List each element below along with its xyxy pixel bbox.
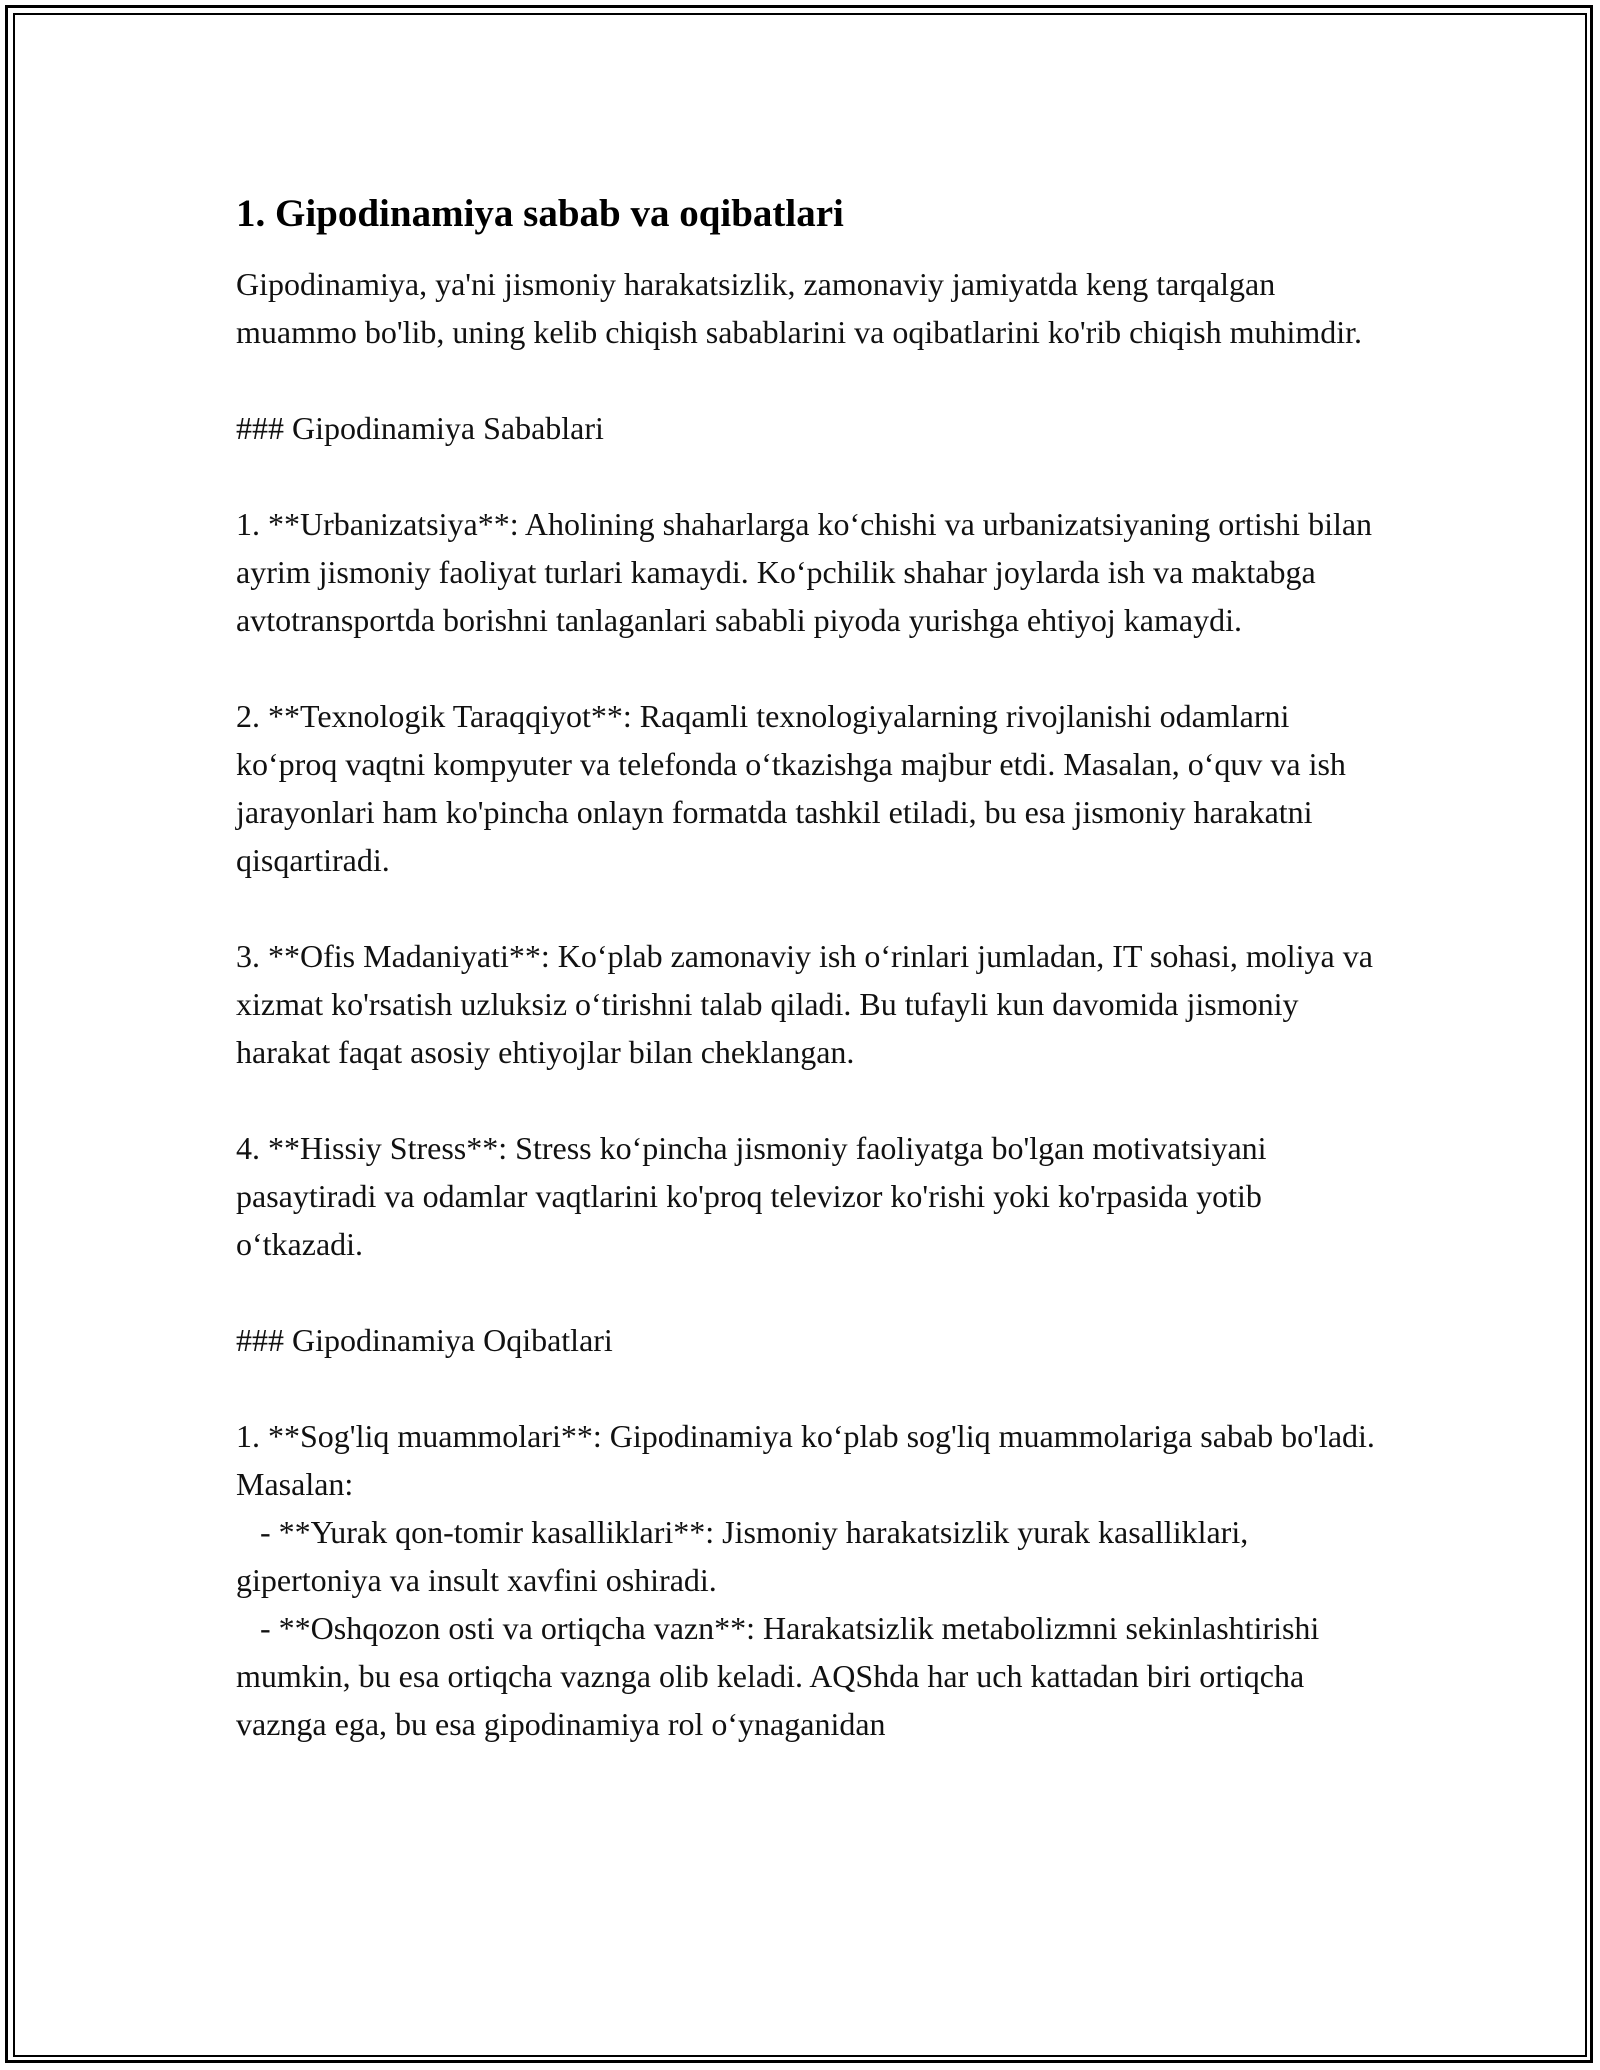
document-body bbox=[236, 186, 1376, 1748]
document-title: 1. Gipodinamiya sabab va oqibatlari bbox=[236, 192, 844, 235]
section-heading-consequences: ### Gipodinamiya Oqibatlari bbox=[236, 1322, 613, 1358]
section-heading-causes: ### Gipodinamiya Sabablari bbox=[236, 410, 604, 446]
cause-item-2: 2. **Texnologik Taraqqiyot**: Raqamli texnologiyalarning rivojlanishi odamlarni ko‘proq vaqtni kompyuter va telefonda o‘tkazishga majbur etdi. Masalan, o‘quv va ish jarayonlari ham ko'pincha onlayn formatda tashkil etiladi, bu esa jismoniy harakatni qisqartiradi. bbox=[236, 698, 1346, 878]
cause-item-4: 4. **Hissiy Stress**: Stress ko‘pincha jismoniy faoliyatga bo'lgan motivatsiyani pasaytiradi va odamlar vaqtlarini ko'proq televizor ko'rishi yoki ko'rpasida yotib o‘tkazadi. bbox=[236, 1130, 1267, 1262]
consequence-subitem-2: - **Oshqozon osti va ortiqcha vazn**: Harakatsizlik metabolizmni sekinlashtirishi mumkin, bu esa ortiqcha vaznga olib keladi. AQShda har uch kattadan biri ortiqcha vaznga ega, bu esa gipodinamiya rol o‘ynaganidan bbox=[236, 1610, 1328, 1742]
intro-paragraph: Gipodinamiya, ya'ni jismoniy harakatsizlik, zamonaviy jamiyatda keng tarqalgan muammo bo'lib, uning kelib chiqish sabablarini va oqibatlarini ko'rib chiqish muhimdir. bbox=[236, 266, 1363, 350]
cause-item-3: 3. **Ofis Madaniyati**: Ko‘plab zamonaviy ish o‘rinlari jumladan, IT sohasi, moliya va xizmat ko'rsatish uzluksiz o‘tirishni talab qiladi. Bu tufayli kun davomida jismoniy harakat faqat asosiy ehtiyojlar bilan cheklangan. bbox=[236, 938, 1373, 1070]
cause-item-1: 1. **Urbanizatsiya**: Aholining shaharlarga ko‘chishi va urbanizatsiyaning ortishi bilan ayrim jismoniy faoliyat turlari kamaydi. Ko‘pchilik shahar joylarda ish va maktabga avtotransportda borishni tanlaganlari sababli piyoda yurishga ehtiyoj kamaydi. bbox=[236, 506, 1373, 638]
consequence-subitem-1: - **Yurak qon-tomir kasalliklari**: Jismoniy harakatsizlik yurak kasalliklari, gipertoniya va insult xavfini oshiradi. bbox=[236, 1514, 1257, 1598]
consequence-item-1: 1. **Sog'liq muammolari**: Gipodinamiya ko‘plab sog'liq muammolariga sabab bo'ladi. Masalan: bbox=[236, 1418, 1375, 1502]
